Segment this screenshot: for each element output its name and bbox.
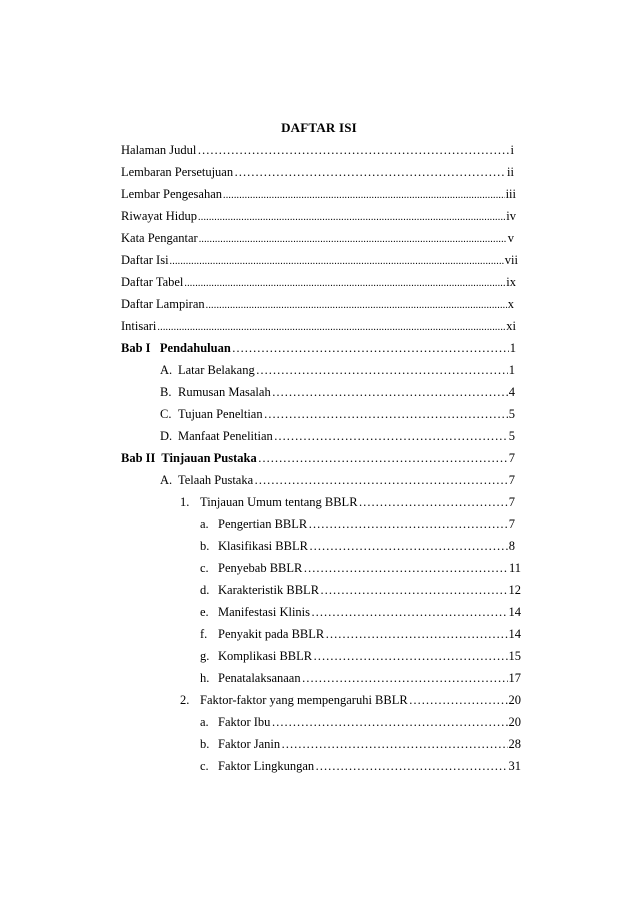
toc-entry-faktor-ibu[interactable] [200,715,521,737]
leader-dots [302,671,508,686]
toc-entry-page: v [507,231,514,245]
toc-entry-label: Tinjauan Umum tentang BBLR [200,495,358,509]
toc-entry-label: Faktor-faktor yang mempengaruhi BBLR [200,693,408,707]
toc-entry-number: C. [160,407,172,421]
toc-entry-karakteristik-bblr[interactable] [200,583,521,605]
leader-dots [256,363,508,378]
toc-entry-lembaran-persetujuan[interactable] [121,165,514,187]
toc-entry-penatalaksanaan[interactable] [200,671,521,693]
leader-dots [234,165,506,180]
leader-dots [281,737,507,752]
toc-entry-label: Bab II Tinjauan Pustaka [121,451,257,465]
toc-entry-page: ii [507,165,514,179]
toc-entry-penyebab-bblr[interactable] [200,561,521,583]
leader-dots [170,253,504,268]
leader-dots [309,539,508,554]
toc-entry-page: 4 [508,385,515,399]
toc-entry-page: 14 [508,627,521,641]
toc-entry-label: Daftar Isi [121,253,169,267]
toc-entry-label: Karakteristik BBLR [218,583,320,597]
toc-entry-number: b. [200,539,210,553]
toc-entry-klasifikasi-bblr[interactable] [200,539,515,561]
toc-entry-rumusan-masalah[interactable] [160,385,515,407]
toc-entry-label: Komplikasi BBLR [218,649,313,663]
toc-entry-manifestasi-klinis[interactable] [200,605,521,627]
leader-dots [254,473,508,488]
toc-entry-daftar-tabel[interactable] [121,275,516,297]
toc-entry-label: Daftar Lampiran [121,297,205,311]
toc-entry-page: 12 [508,583,521,597]
leader-dots [232,341,509,356]
toc-entry-page: 1 [509,341,516,355]
toc-entry-number: e. [200,605,209,619]
toc-entry-label: Klasifikasi BBLR [218,539,308,553]
toc-entry-page: 7 [508,473,515,487]
leader-dots [315,759,507,774]
toc-entry-label: Latar Belakang [178,363,255,377]
toc-entry-daftar-isi[interactable] [121,253,518,275]
leader-dots [271,715,507,730]
toc-entry-label: Manifestasi Klinis [218,605,311,619]
leader-dots [409,693,508,708]
toc-entry-page: 7 [508,517,515,531]
toc-entry-tujuan-penelitian[interactable] [160,407,515,429]
toc-entry-page: 20 [508,693,521,707]
toc-entry-label: Lembar Pengesahan [121,187,223,201]
toc-entry-latar-belakang[interactable] [160,363,515,385]
toc-entry-page: x [507,297,514,311]
leader-dots [258,451,508,466]
toc-entry-bab-2[interactable] [121,451,515,473]
toc-entry-manfaat-penelitian[interactable] [160,429,515,451]
toc-entry-intisari[interactable] [121,319,516,341]
toc-entry-number: c. [200,561,209,575]
toc-entry-page: vii [504,253,518,267]
toc-entry-number: f. [200,627,208,641]
toc-entry-number: a. [200,517,209,531]
toc-entry-number: 2. [180,693,190,707]
toc-entry-page: iii [505,187,516,201]
leader-dots [274,429,508,444]
leader-dots [184,275,505,290]
toc-entry-number: d. [200,583,210,597]
leader-dots [206,297,507,312]
toc-entry-page: 7 [508,495,515,509]
toc-entry-number: g. [200,649,210,663]
toc-entry-label: Faktor Ibu [218,715,271,729]
toc-entry-label: Daftar Tabel [121,275,184,289]
leader-dots [197,143,509,158]
toc-entry-komplikasi-bblr[interactable] [200,649,521,671]
toc-entry-number: B. [160,385,172,399]
leader-dots [264,407,508,422]
toc-entry-number: D. [160,429,173,443]
toc-entry-halaman-judul[interactable] [121,143,514,165]
toc-entry-riwayat-hidup[interactable] [121,209,516,231]
toc-entry-page: ix [506,275,516,289]
toc-entry-label: Telaah Pustaka [178,473,254,487]
toc-entry-page: xi [506,319,516,333]
toc-entry-page: 8 [508,539,515,553]
toc-entry-page: 17 [508,671,521,685]
toc-entry-label: Faktor Lingkungan [218,759,315,773]
toc-entry-label: Kata Pengantar [121,231,198,245]
toc-entry-page: 31 [508,759,521,773]
toc-entry-bab-1[interactable] [121,341,516,363]
toc-entry-daftar-lampiran[interactable] [121,297,514,319]
toc-entry-label: Penyakit pada BBLR [218,627,325,641]
toc-entry-number: a. [200,715,209,729]
toc-entry-telaah-pustaka[interactable] [160,473,515,495]
toc-entry-page: iv [506,209,516,223]
toc-entry-number: A. [160,473,173,487]
toc-entry-page: 1 [508,363,515,377]
leader-dots [359,495,508,510]
toc-entry-label: Riwayat Hidup [121,209,198,223]
leader-dots [198,209,505,224]
toc-entry-faktor-lingkungan[interactable] [200,759,521,781]
toc-entry-page: 15 [508,649,521,663]
toc-entry-label: Manfaat Penelitian [178,429,273,443]
toc-entry-tinjauan-umum-bblr[interactable] [180,495,515,517]
leader-dots [325,627,507,642]
toc-entry-label: Tujuan Peneltian [178,407,263,421]
toc-entry-label: Intisari [121,319,157,333]
toc-entry-faktor-janin[interactable] [200,737,521,759]
leader-dots [320,583,507,598]
toc-entry-label: Lembaran Persetujuan [121,165,234,179]
toc-entry-number: A. [160,363,173,377]
toc-entry-label: Bab I Pendahuluan [121,341,231,355]
toc-entry-kata-pengantar[interactable] [121,231,514,253]
leader-dots [157,319,505,334]
leader-dots [272,385,508,400]
toc-entry-number: 1. [180,495,190,509]
page-title: DAFTAR ISI [281,120,357,135]
toc-entry-number: h. [200,671,210,685]
toc-entry-page: 7 [508,451,515,465]
toc-entry-page: 5 [508,429,515,443]
toc-entry-pengertian-bblr[interactable] [200,517,515,539]
toc-entry-label: Penatalaksanaan [218,671,301,685]
toc-entry-label: Pengertian BBLR [218,517,308,531]
toc-entry-page: 11 [508,561,521,575]
toc-entry-page: 14 [508,605,521,619]
toc-entry-number: c. [200,759,209,773]
toc-entry-faktor-faktor-bblr[interactable] [180,693,521,715]
toc-entry-label: Rumusan Masalah [178,385,271,399]
leader-dots [199,231,507,246]
leader-dots [311,605,507,620]
toc-entry-page: 28 [508,737,521,751]
toc-entry-label: Halaman Judul [121,143,197,157]
leader-dots [313,649,507,664]
leader-dots [223,187,505,202]
toc-entry-label: Faktor Janin [218,737,281,751]
toc-entry-page: i [510,143,514,157]
toc-entry-lembar-pengesahan[interactable] [121,187,516,209]
leader-dots [303,561,508,576]
leader-dots [308,517,508,532]
toc-entry-label: Penyebab BBLR [218,561,303,575]
toc-entry-penyakit-bblr[interactable] [200,627,521,649]
toc-entry-number: b. [200,737,210,751]
toc-entry-page: 20 [508,715,521,729]
toc-entry-page: 5 [508,407,515,421]
